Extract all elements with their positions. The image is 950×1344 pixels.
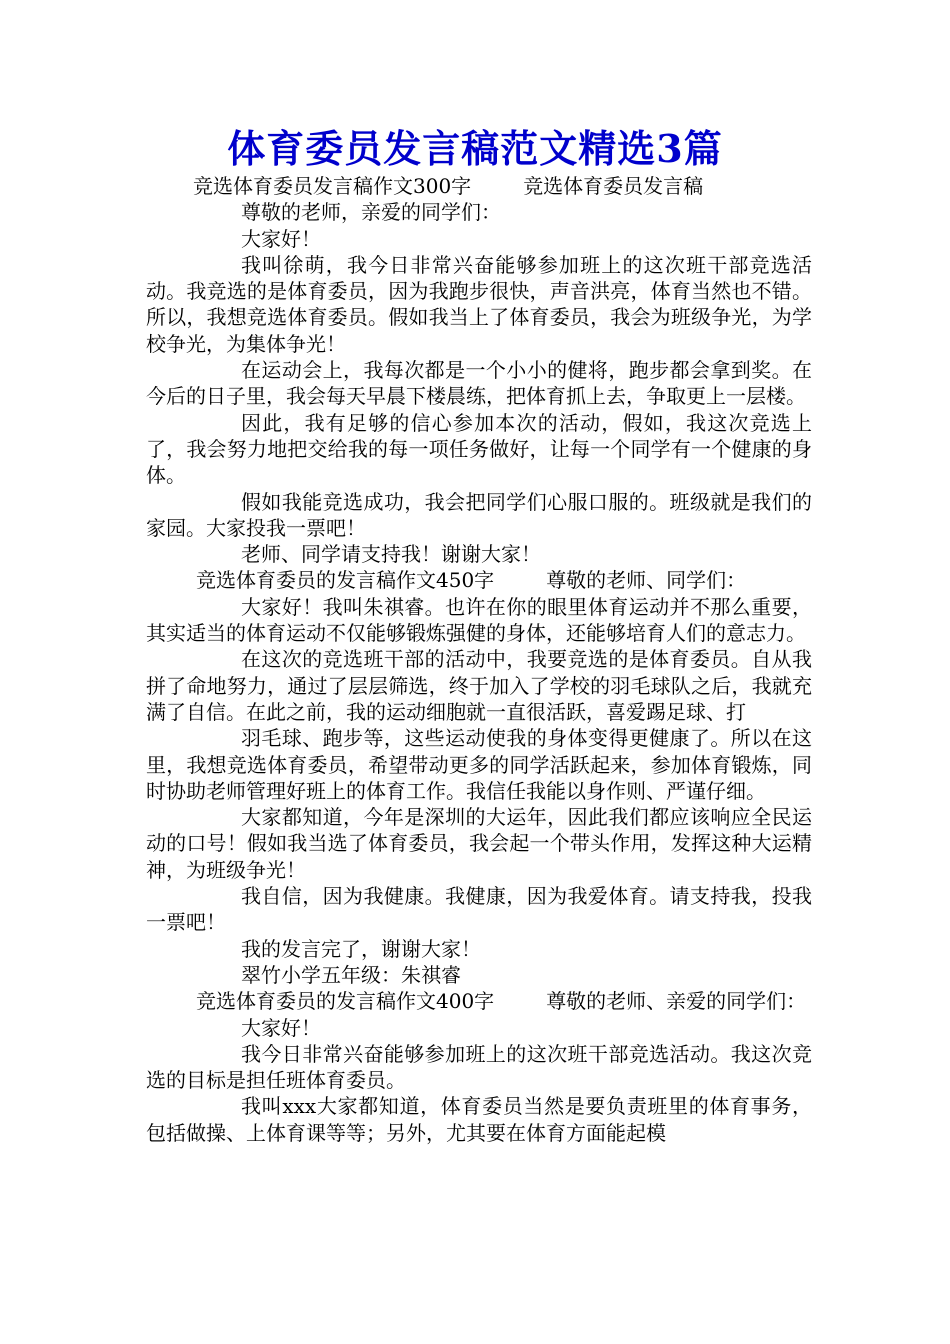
essay1-paragraph: 老师、同学请支持我！谢谢大家！ [241, 542, 541, 567]
essay2-paragraph: 在这次的竞选班干部的活动中，我要竞选的是体育委员。自从我拼了命地努力，通过了层层筛选，终于加入了学校的羽毛球队之后，我就充满了自信。在此之前，我的运动细胞就一直很活跃，喜爱踢足球、打 [146, 647, 812, 724]
essay2-paragraph: 大家都知道，今年是深圳的大运年，因此我们都应该响应全民运动的口号！假如我当选了体育委员，我会起一个带头作用，发挥这种大运精神，为班级争光！ [146, 805, 812, 882]
essay2-salutation: 尊敬的老师、同学们： [546, 568, 747, 593]
document-title: 体育委员发言稿范文精选3篇 [227, 126, 723, 171]
essay3-heading: 竞选体育委员的发言稿作文400字 [196, 989, 495, 1014]
essay1-paragraph: 在运动会上，我每次都是一个小小的健将，跑步都会拿到奖。在今后的日子里，我会每天早晨下楼晨练，把体育抓上去，争取更上一层楼。 [146, 358, 812, 409]
section-header-line [146, 173, 812, 199]
essay2-heading-line [146, 567, 812, 593]
essay1-salutation: 尊敬的老师，亲爱的同学们： [241, 200, 501, 225]
essay2-signature: 翠竹小学五年级：朱祺睿 [241, 962, 461, 987]
essay2-paragraph: 我自信，因为我健康。我健康，因为我爱体育。请支持我，投我一票吧！ [146, 884, 812, 935]
essay3-paragraph: 我叫xxx大家都知道，体育委员当然是要负责班里的体育事务，包括做操、上体育课等等；另外，尤其要在体育方面能起模 [146, 1094, 812, 1145]
essay1-paragraph: 假如我能竞选成功，我会把同学们心服口服的。班级就是我们的家园。大家投我一票吧！ [146, 489, 812, 540]
essay1-paragraph: 因此，我有足够的信心参加本次的活动，假如，我这次竞选上了，我会努力地把交给我的每一项任务做好，让每一个同学有一个健康的身体。 [146, 410, 812, 488]
essay1-paragraph: 我叫徐萌，我今日非常兴奋能够参加班上的这次班干部竞选活动。我竞选的是体育委员，因为我跑步很快，声音洪亮，体育当然也不错。所以，我想竞选体育委员。假如我当上了体育委员，我会为班级争光，为学校争光，为集体争光！ [146, 252, 812, 356]
essay2-paragraph: 羽毛球、跑步等，这些运动使我的身体变得更健康了。所以在这里，我想竞选体育委员，希望带动更多的同学活跃起来，参加体育锻炼，同时协助老师管理好班上的体育工作。我信任我能以身作则、严谨仔细。 [146, 726, 812, 803]
essay2-heading: 竞选体育委员的发言稿作文450字 [196, 568, 495, 593]
essay2-paragraph: 大家好！我叫朱祺睿。也许在你的眼里体育运动并不那么重要，其实适当的体育运动不仅能够锻炼强健的身体，还能够培育人们的意志力。 [146, 594, 812, 646]
essay3-greeting: 大家好！ [241, 1015, 321, 1040]
essay1-heading: 竞选体育委员发言稿作文300字 [193, 174, 472, 198]
essay2-paragraph: 我的发言完了，谢谢大家！ [241, 936, 481, 961]
header-right-text: 竞选体育委员发言稿 [523, 174, 704, 198]
essay1-greeting: 大家好！ [241, 226, 321, 251]
essay3-heading-line [146, 988, 812, 1014]
essay3-salutation: 尊敬的老师、亲爱的同学们： [546, 989, 807, 1014]
document-body [146, 173, 812, 1146]
essay3-paragraph: 我今日非常兴奋能够参加班上的这次班干部竞选活动。我这次竞选的目标是担任班体育委员。 [146, 1041, 812, 1093]
